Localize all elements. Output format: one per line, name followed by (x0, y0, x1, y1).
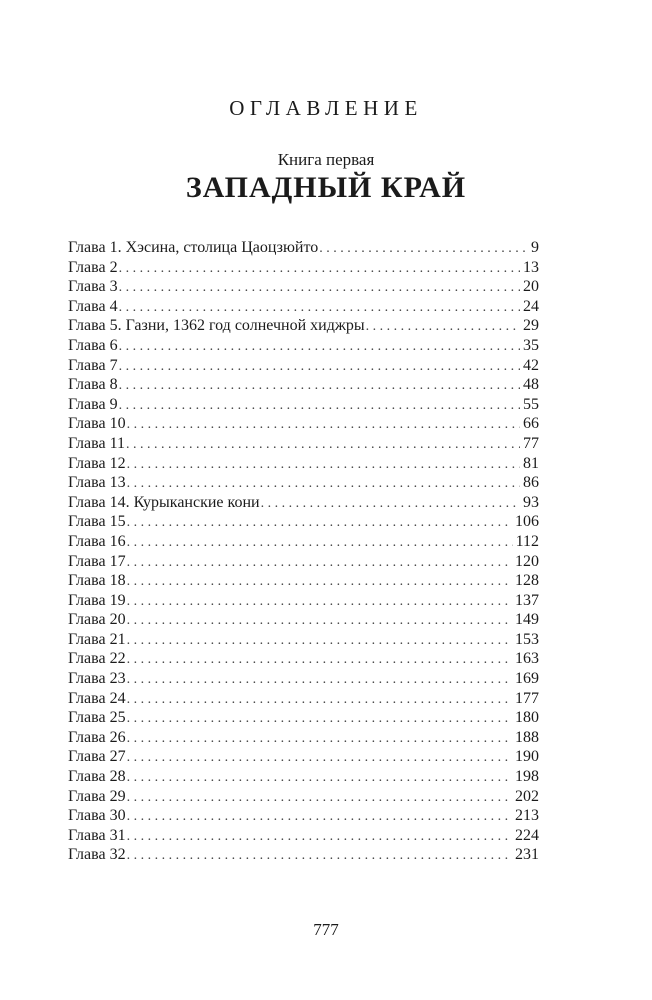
toc-dot-leader (119, 396, 520, 415)
toc-dot-leader (127, 474, 520, 493)
toc-entry-page: 202 (515, 787, 539, 805)
toc-dot-leader (127, 788, 512, 807)
toc-entry-title: Глава 4 (68, 297, 118, 315)
toc-dot-leader (127, 592, 512, 611)
toc-entry-title: Глава 8 (68, 376, 118, 394)
toc-entry-title: Глава 16 (68, 532, 126, 550)
toc-entry (68, 728, 539, 748)
toc-entry-page: 180 (515, 709, 539, 727)
toc-entry (68, 395, 539, 415)
toc-dot-leader (119, 337, 520, 356)
toc-entry-title: Глава 5. Газни, 1362 год солнечной хиджры (68, 317, 365, 335)
toc-entry-title: Глава 23 (68, 670, 126, 688)
toc-dot-leader (119, 278, 520, 297)
toc-dot-leader (127, 415, 520, 434)
toc-entry-title: Глава 11 (68, 434, 125, 452)
toc-dot-leader (127, 768, 512, 787)
toc-entry (68, 806, 539, 826)
toc-entry (68, 473, 539, 493)
toc-entry-page: 93 (523, 493, 539, 511)
toc-entry (68, 591, 539, 611)
toc-entry (68, 238, 539, 258)
toc-entry (68, 454, 539, 474)
toc-entry-title: Глава 26 (68, 728, 126, 746)
toc-dot-leader (319, 239, 528, 258)
toc-dot-leader (119, 376, 520, 395)
toc-entry (68, 649, 539, 669)
toc-entry-page: 120 (515, 552, 539, 570)
toc-entry-page: 153 (515, 630, 539, 648)
toc-dot-leader (261, 494, 520, 513)
toc-dot-leader (119, 259, 520, 278)
toc-entry-title: Глава 13 (68, 474, 126, 492)
toc-dot-leader (127, 611, 512, 630)
toc-entry-page: 177 (515, 689, 539, 707)
toc-entry-page: 198 (515, 768, 539, 786)
toc-dot-leader (126, 435, 520, 454)
toc-entry-page: 128 (515, 572, 539, 590)
table-of-contents (68, 238, 539, 865)
toc-entry-title: Глава 21 (68, 630, 126, 648)
toc-dot-leader (119, 298, 520, 317)
toc-entry (68, 747, 539, 767)
toc-entry-page: 231 (515, 846, 539, 864)
toc-entry-title: Глава 25 (68, 709, 126, 727)
toc-entry (68, 571, 539, 591)
toc-entry-title: Глава 3 (68, 278, 118, 296)
toc-dot-leader (127, 572, 512, 591)
toc-entry (68, 277, 539, 297)
page-heading: ОГЛАВЛЕНИЕ (229, 96, 423, 120)
toc-entry (68, 630, 539, 650)
toc-entry (68, 414, 539, 434)
toc-entry (68, 845, 539, 865)
toc-dot-leader (127, 807, 512, 826)
toc-entry-title: Глава 19 (68, 591, 126, 609)
toc-entry (68, 708, 539, 728)
toc-dot-leader (127, 513, 512, 532)
book-label: Книга первая (277, 150, 375, 169)
toc-entry-title: Глава 1. Хэсина, столица Цаоцзюйто (68, 239, 319, 256)
toc-dot-leader (119, 357, 520, 376)
toc-entry-page: 169 (515, 670, 539, 688)
toc-entry-title: Глава 29 (68, 787, 126, 805)
toc-entry-page: 86 (523, 474, 539, 492)
toc-entry (68, 767, 539, 787)
toc-entry (68, 826, 539, 846)
toc-entry-title: Глава 27 (68, 748, 126, 766)
toc-entry (68, 336, 539, 356)
toc-entry-title: Глава 30 (68, 807, 126, 825)
toc-entry-title: Глава 2 (68, 258, 118, 276)
toc-dot-leader (127, 455, 520, 474)
toc-entry (68, 258, 539, 278)
toc-entry-page: 42 (523, 356, 539, 374)
toc-entry-page: 137 (515, 591, 539, 609)
toc-entry (68, 552, 539, 572)
toc-entry (68, 434, 539, 454)
toc-entry-page: 81 (523, 454, 539, 472)
toc-dot-leader (366, 317, 520, 336)
toc-entry (68, 787, 539, 807)
toc-entry-title: Глава 12 (68, 454, 126, 472)
toc-entry-title: Глава 7 (68, 356, 118, 374)
toc-entry-title: Глава 14. Курыканские кони (68, 493, 260, 511)
toc-entry-page: 163 (515, 650, 539, 668)
toc-entry (68, 297, 539, 317)
toc-dot-leader (127, 631, 512, 650)
toc-entry-page: 112 (515, 532, 539, 550)
toc-dot-leader (127, 650, 512, 669)
page-number: 777 (313, 920, 339, 939)
toc-entry (68, 493, 539, 513)
toc-dot-leader (127, 670, 512, 689)
toc-dot-leader (127, 709, 512, 728)
toc-entry (68, 689, 539, 709)
toc-entry-page: 24 (523, 297, 539, 315)
toc-dot-leader (127, 729, 512, 748)
toc-entry (68, 610, 539, 630)
book-title: ЗАПАДНЫЙ КРАЙ (185, 171, 467, 204)
toc-entry (68, 669, 539, 689)
toc-entry-page: 188 (515, 728, 539, 746)
toc-entry-title: Глава 28 (68, 768, 126, 786)
toc-entry-page: 224 (515, 826, 539, 844)
toc-entry-title: Глава 9 (68, 395, 118, 413)
toc-entry (68, 512, 539, 532)
toc-dot-leader (127, 748, 512, 767)
toc-entry-title: Глава 10 (68, 415, 126, 433)
toc-dot-leader (127, 553, 512, 572)
toc-dot-leader (127, 533, 513, 552)
toc-entry-page: 29 (523, 317, 539, 335)
toc-dot-leader (127, 846, 512, 865)
toc-entry-page: 213 (515, 807, 539, 825)
toc-entry-title: Глава 6 (68, 336, 118, 354)
toc-entry (68, 532, 539, 552)
toc-entry-page: 149 (515, 611, 539, 629)
toc-dot-leader (127, 827, 512, 846)
toc-entry-page: 55 (523, 395, 539, 413)
toc-entry-title: Глава 32 (68, 846, 126, 864)
toc-entry-title: Глава 17 (68, 552, 126, 570)
toc-entry-title: Глава 15 (68, 513, 126, 531)
toc-entry-page: 48 (523, 376, 539, 394)
toc-entry-title: Глава 20 (68, 611, 126, 629)
toc-entry-page: 66 (523, 415, 539, 433)
toc-entry-page: 77 (523, 434, 539, 452)
toc-entry (68, 375, 539, 395)
toc-entry-page: 13 (523, 258, 539, 276)
toc-entry-page: 9 (531, 239, 539, 256)
toc-entry-page: 35 (523, 336, 539, 354)
toc-dot-leader (127, 690, 512, 709)
toc-entry-page: 106 (515, 513, 539, 531)
toc-entry-title: Глава 31 (68, 826, 126, 844)
toc-entry-page: 190 (515, 748, 539, 766)
toc-entry-title: Глава 22 (68, 650, 126, 668)
toc-entry (68, 316, 539, 336)
toc-entry-page: 20 (523, 278, 539, 296)
toc-entry-title: Глава 24 (68, 689, 126, 707)
toc-entry-title: Глава 18 (68, 572, 126, 590)
toc-entry (68, 356, 539, 376)
